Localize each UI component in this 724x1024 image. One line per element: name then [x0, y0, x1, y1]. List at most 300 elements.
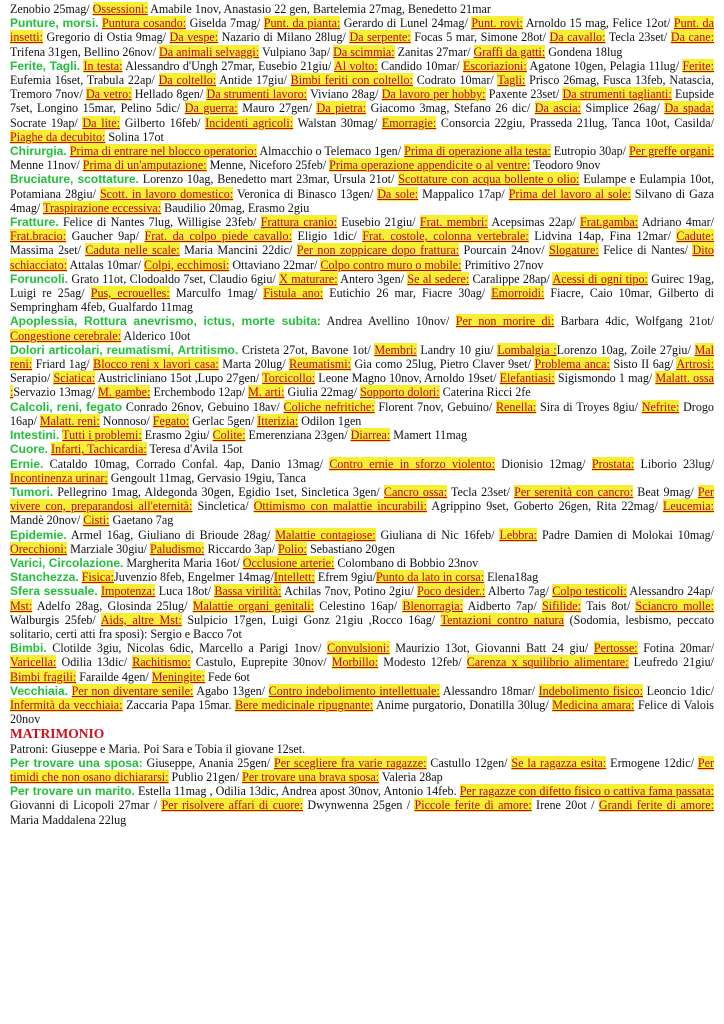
highlighted-label: Se la ragazza esita:	[511, 755, 607, 770]
body-text: Odilon 1gen	[298, 413, 362, 428]
highlighted-label: Da ascia:	[534, 101, 581, 116]
category-heading: Per trovare una sposa:	[10, 755, 143, 770]
highlighted-label: Malattie organi genitali:	[192, 598, 314, 613]
category-heading: Fratture.	[10, 215, 59, 230]
highlighted-label: Punt. da insetti:	[10, 16, 714, 45]
body-text: Giulia 22mag/	[284, 385, 361, 400]
body-text: Mauro 27gen/	[237, 101, 317, 116]
highlighted-label: Torcicollo:	[262, 371, 316, 386]
category-heading: Foruncoli.	[10, 271, 68, 286]
body-text: Estella 11mag , Odilia 13dic, Andrea apost 30nov, Antonio 14feb.	[134, 784, 460, 799]
body-text: Mappalico 17ap/	[418, 186, 509, 201]
highlighted-label: Da pietra:	[316, 101, 367, 116]
highlighted-label: Per non morire di:	[455, 314, 555, 329]
body-text: Castulo, Euprepite 30nov/	[190, 655, 332, 670]
body-text: Drogo 16ap/	[10, 399, 714, 428]
body-text: Zanitas 27mar/	[394, 44, 474, 59]
highlighted-label: Da guerra:	[184, 101, 238, 116]
paragraph	[10, 172, 714, 215]
body-text: Arnoldo 15 mag, Felice 12ot/	[522, 16, 674, 31]
highlighted-label: Tutti i problemi:	[62, 428, 142, 443]
highlighted-label: Ferite:	[682, 58, 715, 73]
body-text: Armel 16ag, Giuliano di Brioude 28ag/	[66, 527, 276, 542]
body-text: Eutichio 26 mar, Fiacre 30ag/	[323, 286, 492, 301]
paragraph	[10, 343, 714, 400]
highlighted-label: Prostata:	[591, 456, 635, 471]
highlighted-label: Congestione cerebrale:	[10, 328, 122, 343]
highlighted-label: Infarti, Tachicardia:	[51, 442, 147, 457]
highlighted-label: Tentazioni contro natura	[440, 612, 564, 627]
body-text: Colombano di Bobbio 23nov	[334, 555, 479, 570]
body-text: Dionisio 12mag/	[494, 456, 592, 471]
highlighted-label: X maturare:	[279, 271, 338, 286]
health-patrons-list	[10, 2, 714, 726]
body-text: Sulpicio 17gen, Luigi Gonz 21giu ,Rocco 16ag/	[181, 612, 441, 627]
category-heading: Bruciature, scottature.	[10, 172, 139, 187]
highlighted-label: Polio:	[278, 541, 307, 556]
paragraph	[10, 215, 714, 272]
body-text: Agrippino 9set, Goberto 26gen, Rita 22mag/	[426, 499, 663, 514]
paragraph	[10, 16, 714, 59]
paragraph	[10, 2, 714, 16]
highlighted-label: Bassa virilità:	[214, 584, 282, 599]
category-heading: Stanchezza.	[10, 570, 79, 585]
body-text: Marta 20lug/	[218, 357, 290, 372]
highlighted-label: Frat. membri:	[419, 215, 488, 230]
highlighted-label: Reumatismi:	[289, 357, 351, 372]
highlighted-label: Prima di un'amputazione:	[82, 158, 207, 173]
highlighted-label: Sifilide:	[542, 598, 581, 613]
highlighted-label: Fistula ano:	[263, 286, 324, 301]
category-heading: Varici, Circolazione.	[10, 555, 124, 570]
body-text: Zaccaria Papa 15mar.	[122, 697, 236, 712]
body-text: Fede 6ot	[204, 669, 250, 684]
highlighted-label: Incidenti agricoli:	[205, 115, 294, 130]
body-text: Gaucher 9ap/	[66, 229, 145, 244]
body-text: Viviano 28ag/	[307, 87, 382, 102]
highlighted-label: Rachitismo:	[132, 655, 191, 670]
body-text: Primitivo 27nov	[461, 257, 544, 272]
highlighted-label: Scottature con acqua bollente o olio:	[398, 172, 580, 187]
body-text: Candido 10mar/	[377, 58, 463, 73]
highlighted-label: Punt. da pianta:	[263, 16, 341, 31]
body-text: Teresa d'Avila 15ot	[146, 442, 243, 457]
highlighted-label: Traspirazione eccessiva:	[43, 200, 162, 215]
body-text: Gengoult 11mag, Gervasio 19giu, Tanca	[107, 470, 307, 485]
highlighted-label: Prima del lavoro al sole:	[508, 186, 631, 201]
body-text: Felice di Valois 20nov	[10, 697, 715, 727]
highlighted-label: Per serenità con cancro:	[514, 484, 634, 499]
highlighted-label: Puntura cosando:	[102, 16, 187, 31]
highlighted-label: Cisti:	[83, 513, 110, 528]
highlighted-label: Blocco reni x lavori casa:	[93, 357, 219, 372]
body-text: Anime purgatorio, Donatilla 30lug/	[373, 697, 553, 712]
highlighted-label: Contro indebolimento intellettuale:	[268, 683, 440, 698]
highlighted-label: Per timidi che non osano dichiararsi:	[10, 755, 714, 784]
body-text: Farailde 4gen/	[76, 669, 152, 684]
highlighted-label: Colpi, ecchimosi:	[144, 257, 230, 272]
highlighted-label: Renella:	[495, 399, 537, 414]
highlighted-label: Occlusione arterie:	[242, 555, 335, 570]
body-text: Nonnoso/	[99, 413, 153, 428]
body-text: Simplice 26ag/	[580, 101, 665, 116]
paragraph	[10, 756, 714, 784]
body-text: Adriano 4mar/	[638, 215, 714, 230]
body-text: Maria Maddalena 22lug	[10, 812, 127, 827]
body-text: Grato 11ot, Clodoaldo 7set, Claudio 6giu/	[68, 271, 280, 286]
body-text: Cataldo 10mag, Corrado Confal. 4ap, Danio 13mag/	[43, 456, 330, 471]
body-text: Gerlac 5gen/	[189, 413, 258, 428]
highlighted-label: Convulsioni:	[327, 641, 390, 656]
body-text: Giuseppe, Anania 25gen/	[142, 755, 275, 770]
highlighted-label: Malatt. reni:	[39, 413, 100, 428]
body-text: Ottaviano 22mar/	[229, 257, 321, 272]
highlighted-label: Da cavallo:	[549, 30, 606, 45]
highlighted-label: Per vivere con, preparandosi all'eternità:	[10, 484, 715, 514]
highlighted-label: Al volto:	[334, 58, 378, 73]
body-text: Caralippe 28ap/	[469, 271, 553, 286]
body-text: Almacchio o Telemaco 1gen/	[256, 144, 405, 159]
body-text: Patroni: Giuseppe e Maria. Poi Sara e Tobia il giovane 12set.	[10, 741, 306, 756]
highlighted-label: Da lite:	[82, 115, 121, 130]
highlighted-label: Per risolvere affari di cuore:	[161, 798, 303, 813]
body-text: Gaetano 7ag	[109, 513, 174, 528]
body-text: Tecla 23set/	[605, 30, 671, 45]
highlighted-label: Membri:	[374, 342, 417, 357]
highlighted-label: Sopporto dolori:	[360, 385, 440, 400]
body-text: Amabile 1nov, Anastasio 22 gen, Bartelemia 27mag, Benedetto 21mar	[147, 2, 491, 16]
body-text: Celestino 16ap/	[314, 598, 403, 613]
body-text: Riccardo 3ap/	[204, 541, 279, 556]
highlighted-label: Da scimmia:	[333, 44, 395, 59]
highlighted-label: Da sole:	[377, 186, 419, 201]
highlighted-label: Ottimismo con malattie incurabili:	[253, 499, 427, 514]
highlighted-label: Morbillo:	[331, 655, 379, 670]
highlighted-label: Orecchioni:	[10, 541, 68, 556]
highlighted-label: Colpo testicoli:	[552, 584, 627, 599]
highlighted-label: Punt. rovi:	[471, 16, 523, 31]
highlighted-label: Poco desider.:	[417, 584, 486, 599]
paragraph	[10, 59, 714, 144]
highlighted-label: Emorroidi:	[491, 286, 545, 301]
highlighted-label: Malatt. ossa :	[10, 371, 715, 400]
body-text: Sincletica/	[192, 499, 254, 514]
highlighted-label: Elefantiasi:	[499, 371, 555, 386]
body-text: Irene 20ot /	[531, 798, 599, 813]
body-text: Liborio 23lug/	[634, 456, 714, 471]
paragraph	[10, 784, 714, 827]
highlighted-label: Per ragazze con difetto fisico o cattiva fama passata:	[459, 784, 714, 799]
paragraph	[10, 272, 714, 315]
highlighted-label: Carenza x squilibrio alimentare:	[466, 655, 629, 670]
highlighted-label: Sciatica:	[53, 371, 96, 386]
body-text: Focas 5 mar, Simone 28ot/	[410, 30, 550, 45]
highlighted-label: Frat. costole, colonna vertebrale:	[362, 229, 529, 244]
highlighted-label: Contro ernie in sforzo violento:	[329, 456, 495, 471]
body-text: Luca 18ot/	[155, 584, 215, 599]
category-heading: Tumori.	[10, 484, 54, 499]
highlighted-label: Bimbi fragili:	[10, 669, 77, 684]
highlighted-label: Prima operazione appendicite o al ventre:	[329, 158, 531, 173]
body-text: Attalas 10mar/	[67, 257, 145, 272]
body-text: Mamert 11mag	[390, 428, 468, 443]
paragraph	[10, 584, 714, 641]
body-text: Lorenzo 10ag, Benedetto mart 23mar, Ursula 21ot/	[138, 172, 399, 187]
body-text: Hellado 8gen/	[131, 87, 207, 102]
paragraph	[10, 442, 714, 456]
highlighted-label: Da strumenti taglianti:	[562, 87, 672, 102]
body-text: Barbara 4dic, Wolfgang 21ot/	[554, 314, 714, 329]
marriage-patrons-list	[10, 742, 714, 827]
highlighted-label: Frat. da colpo piede cavallo:	[144, 229, 292, 244]
body-text: Menne 11nov/	[10, 158, 83, 173]
highlighted-label: Grandi ferite di amore:	[598, 798, 715, 813]
body-text: Alberto 7ag/	[485, 584, 553, 599]
body-text: Socrate 19ap/	[10, 115, 83, 130]
category-heading: Ernie.	[10, 456, 44, 471]
body-text: Guirec 19ag, Luigi re 25ag/	[10, 271, 714, 301]
highlighted-label: Graffi da gatti:	[473, 44, 546, 59]
body-text: Giselda 7mag/	[186, 16, 264, 31]
highlighted-label: Bere medicinale ripugnante:	[235, 697, 374, 712]
paragraph	[10, 400, 714, 428]
category-heading: Ferite, Tagli.	[10, 58, 81, 73]
body-text: Gondena 18lug	[545, 44, 623, 59]
body-text: Felice di Nantes/	[598, 243, 693, 258]
highlighted-label: Piaghe da decubito:	[10, 129, 106, 144]
body-text: Eufemia 16set, Trabula 22ap/	[10, 73, 159, 88]
body-text: Margherita Maria 16ot/	[123, 555, 243, 570]
body-text: Efrem 9giu/	[314, 570, 376, 585]
body-text: Marculfo 1mag/	[169, 286, 264, 301]
body-text: Modesto 12feb/	[378, 655, 467, 670]
highlighted-label: Cadute:	[676, 229, 714, 244]
body-text: Sira di Troyes 8giu/	[536, 399, 642, 414]
body-text: Ermogene 12dic/	[606, 755, 698, 770]
highlighted-label: Tagli:	[497, 73, 526, 88]
body-text: Leufredo 21giu/	[628, 655, 714, 670]
category-heading: Punture, morsi.	[10, 16, 99, 31]
category-heading: Vecchiaia.	[10, 683, 69, 698]
body-text: Acepsimas 22ap/	[487, 215, 581, 230]
body-text: Walstan 30mag/	[293, 115, 382, 130]
body-text: Nazario di Milano 28lug/	[218, 30, 350, 45]
body-text: Publio 21gen/	[168, 769, 243, 784]
highlighted-label: Da cane:	[670, 30, 715, 45]
highlighted-label: Nefrite:	[641, 399, 680, 414]
body-text: Prisco 26mag, Fusca 13feb, Natascia, Tremoro 7nov/	[10, 73, 714, 102]
body-text: Giovanni di Licopoli 27mar /	[10, 798, 162, 813]
highlighted-label: Da vetro:	[85, 87, 132, 102]
body-text: Eusebio 21giu/	[336, 215, 420, 230]
body-text: Marziale 30giu/	[67, 541, 151, 556]
body-text: Tecla 23set/	[447, 484, 515, 499]
body-text: Mandè 20nov/	[10, 513, 84, 528]
body-text: Cristeta 27ot, Bavone 1ot/	[238, 342, 375, 357]
body-text: Eulampe e Eulampia 10ot, Potamiana 28giu/	[10, 172, 714, 201]
body-text: Maria Mancini 22dic/	[179, 243, 297, 258]
highlighted-label: Itterizia:	[257, 413, 299, 428]
highlighted-label: Artrosi:	[676, 357, 715, 372]
highlighted-label: Da lavoro per hobby:	[381, 87, 486, 102]
highlighted-label: Per greffe organi:	[629, 144, 714, 159]
highlighted-label: Fegato:	[152, 413, 190, 428]
highlighted-label: Lebbra:	[499, 527, 538, 542]
body-text: Castullo 12gen/	[426, 755, 512, 770]
body-text: Gia como 25lug, Pietro Claver 9set/	[350, 357, 535, 372]
category-heading: Chirurgia.	[10, 144, 67, 159]
body-text: Consorcia 22giu, Prasseda 21lug, Tanca 10ot, Casilda/	[436, 115, 714, 130]
body-text: Gilberto 16feb/	[120, 115, 206, 130]
body-text: Erasmo 2giu/	[141, 428, 213, 443]
highlighted-label: Incontinenza urinar:	[10, 470, 108, 485]
body-text: Antero 3gen/	[337, 271, 408, 286]
highlighted-label: Mst:	[10, 598, 33, 613]
highlighted-label: Colite:	[212, 428, 246, 443]
highlighted-label: Pus, ecrouelles:	[90, 286, 170, 301]
body-text: Agabo 13gen/	[193, 683, 269, 698]
highlighted-label: M. gambe:	[98, 385, 151, 400]
body-text: Florent 7nov, Gebuino/	[374, 399, 496, 414]
highlighted-label: Aids, altre Mst:	[100, 612, 182, 627]
highlighted-label: Varicella:	[10, 655, 57, 670]
section-title: MATRIMONIO	[10, 726, 105, 742]
highlighted-label: Indebolimento fisico:	[538, 683, 643, 698]
highlighted-label: Leucemia:	[662, 499, 714, 514]
paragraph	[10, 556, 714, 570]
highlighted-label: Sciancro molle:	[635, 598, 715, 613]
body-text: Antide 17giu/	[216, 73, 291, 88]
highlighted-label: Malattie contagiose:	[275, 527, 376, 542]
body-text: Giacomo 3mag, Stefano 26 dic/	[366, 101, 535, 116]
body-text: Elena18ag	[484, 570, 539, 585]
body-text: Pellegrino 1mag, Aldegonda 30gen, Egidio 1set, Sincletica 3gen/	[53, 484, 384, 499]
body-text: Eutropio 30ap/	[550, 144, 630, 159]
highlighted-label: Intellett:	[273, 570, 315, 585]
body-text: Erchembodo 12ap/	[150, 385, 249, 400]
category-heading: Bimbi.	[10, 641, 47, 656]
highlighted-label: Escoriazioni:	[462, 58, 527, 73]
highlighted-label: Lombalgia :	[497, 342, 557, 357]
body-text: Friard 1ag/	[32, 357, 94, 372]
body-text: Baudilio 20mag, Erasmo 2giu	[161, 200, 310, 215]
paragraph	[10, 684, 714, 727]
body-text: Caterina Ricci 2fe	[439, 385, 531, 400]
paragraph	[10, 314, 714, 342]
highlighted-label: Da serpente:	[349, 30, 411, 45]
body-text: Sebastiano 20gen	[306, 541, 395, 556]
body-text: Walburgis 25feb/	[10, 612, 101, 627]
highlighted-label: Meningite:	[151, 669, 205, 684]
body-text: Lorenzo 10ag, Zoile 27giu/	[556, 342, 695, 357]
body-text: Pourcain 24nov/	[459, 243, 550, 258]
category-heading: Sfera sessuale.	[10, 584, 98, 599]
highlighted-label: Da strumenti lavoro:	[206, 87, 308, 102]
highlighted-label: Piccole ferite di amore:	[414, 798, 532, 813]
highlighted-label: Medicina amara:	[552, 697, 635, 712]
highlighted-label: Per trovare una brava sposa:	[242, 769, 380, 784]
highlighted-label: Se al sedere:	[407, 271, 470, 286]
highlighted-label: Problema anca:	[534, 357, 610, 372]
body-text: Massima 2set/	[10, 243, 86, 258]
highlighted-label: Prima di operazione alla testa:	[404, 144, 551, 159]
body-text: Dwynwenna 25gen /	[302, 798, 415, 813]
paragraph	[10, 742, 714, 756]
highlighted-label: Per non zoppicare dopo frattura:	[296, 243, 460, 258]
body-text: Serapio/	[10, 371, 54, 386]
highlighted-label: Da vespe:	[169, 30, 219, 45]
body-text: Padre Damien di Molokai 10mag/	[537, 527, 715, 542]
body-text: Fotina 20mar/	[637, 641, 714, 656]
paragraph	[10, 144, 714, 172]
paragraph	[10, 428, 714, 442]
body-text: Codrato 10mar/	[412, 73, 498, 88]
highlighted-label: Emorragie:	[381, 115, 437, 130]
body-text: Aidberto 7ap/	[462, 598, 543, 613]
highlighted-label: Punto da lato in corsa:	[375, 570, 485, 585]
highlighted-label: Mal reni:	[10, 342, 714, 372]
category-heading: Apoplessia, Rottura anevrismo, ictus, morte subita:	[10, 314, 321, 329]
category-heading: Cuore.	[10, 442, 49, 457]
paragraph	[10, 641, 714, 684]
body-text: Silvano di Gaza 4mag/	[10, 186, 714, 215]
body-text: Agatone 10gen, Pelagia 11lug/	[526, 58, 683, 73]
body-text: Gregorio di Ostia 9mag/	[42, 30, 170, 45]
highlighted-label: Ossessioni:	[92, 2, 148, 16]
body-text: Adelfo 28ag, Glosinda 25lug/	[32, 598, 193, 613]
body-text: Alessandro d'Ungh 27mar, Eusebio 21giu/	[122, 58, 334, 73]
highlighted-label: Frat.gamba:	[580, 215, 639, 230]
body-text: Valeria 28ap	[379, 769, 443, 784]
highlighted-label: In testa:	[83, 58, 123, 73]
body-text: Sigismondo 1 mag/	[554, 371, 656, 386]
highlighted-label: Paludismo:	[150, 541, 205, 556]
body-text: Vulpiano 3ap/	[259, 44, 334, 59]
body-text: Tais 8ot/	[580, 598, 636, 613]
highlighted-label: Infermità da vecchiaia:	[10, 697, 123, 712]
body-text: Leone Magno 10nov, Arnoldo 19set/	[315, 371, 500, 386]
category-heading: Calcoli, reni, fegato	[10, 399, 123, 414]
body-text: Austricliniano 15ot ,Lupo 27gen/	[95, 371, 263, 386]
highlighted-label: Slogature:	[549, 243, 599, 258]
highlighted-label: Da spada:	[664, 101, 714, 116]
body-text: Gerardo di Lunel 24mag/	[340, 16, 472, 31]
body-text: Eupside 7set, Longino 15mar, Pelino 5dic/	[10, 87, 714, 116]
body-text: Paxente 23set/	[485, 87, 563, 102]
highlighted-label: Da coltello:	[158, 73, 217, 88]
highlighted-label: Dito schiacciato:	[10, 243, 714, 272]
highlighted-label: Impotenza:	[100, 584, 156, 599]
paragraph	[10, 485, 714, 528]
body-text: Teodoro 9nov	[530, 158, 601, 173]
highlighted-label: Diarrea:	[350, 428, 391, 443]
category-heading: Intestini.	[10, 428, 60, 443]
body-text: Servazio 13mag/	[13, 385, 99, 400]
highlighted-label: M. arti:	[248, 385, 285, 400]
highlighted-label: Prima di entrare nel blocco operatorio:	[69, 144, 257, 159]
body-text: Giuliana di Nic 16feb/	[375, 527, 500, 542]
body-text: Alessandro 24ap/	[626, 584, 714, 599]
body-text: Leoncio 1dic/	[642, 683, 714, 698]
highlighted-label: Fisica:	[81, 570, 114, 585]
category-heading: Dolori articolari, reumatismi, Artritismo.	[10, 342, 239, 357]
body-text: Odilia 13dic/	[56, 655, 133, 670]
body-text: Alessandro 18mar/	[439, 683, 539, 698]
body-text: Maurizio 13ot, Giovanni Batt 24 giu/	[389, 641, 594, 656]
highlighted-label: Per scegliere fra varie ragazze:	[274, 755, 427, 770]
body-text: Felice di Nantes 7lug, Willigise 23feb/	[58, 215, 261, 230]
highlighted-label: Colpo contro muro o mobile:	[320, 257, 462, 272]
